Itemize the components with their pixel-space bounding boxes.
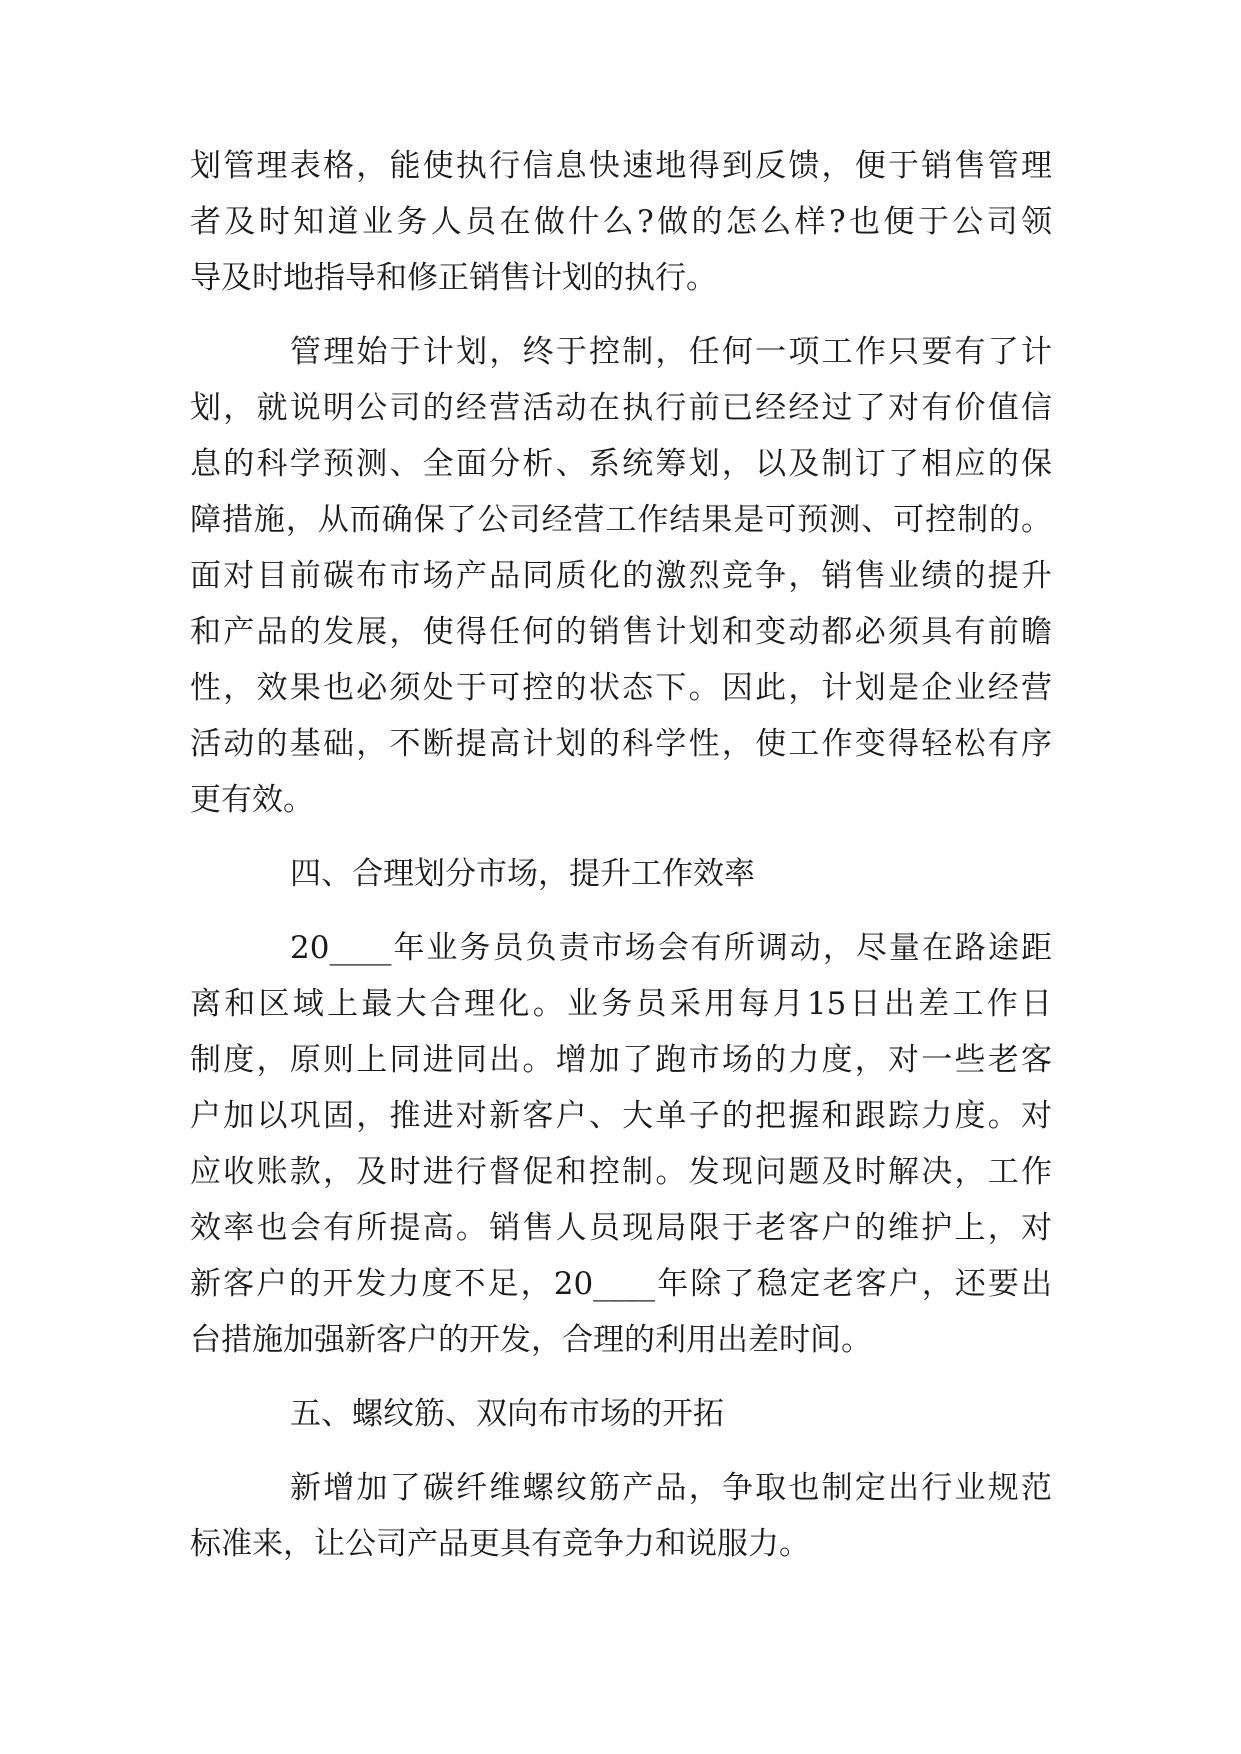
paragraph-first-line: 新增加了碳纤维螺纹筋产品，争取也制定出行业规范 (290, 1470, 1052, 1506)
text-line: 台措施加强新客户的开发，合理的利用出差时间。 (190, 1322, 872, 1358)
text-line: 更有效。 (190, 782, 314, 818)
text-line: 障措施，从而确保了公司经营工作结果是可预测、可控制的。 (190, 502, 1052, 538)
text-line: 者及时知道业务人员在做什么?做的怎么样?也便于公司领 (190, 204, 1052, 240)
text-line: 应收账款，及时进行督促和控制。发现问题及时解决，工作 (190, 1154, 1052, 1190)
text-line: 新客户的开发力度不足，20____年除了稳定老客户，还要出 (190, 1266, 1052, 1302)
section-heading: 五、螺纹筋、双向布市场的开拓 (290, 1396, 724, 1432)
text-line: 性，效果也必须处于可控的状态下。因此，计划是企业经营 (190, 670, 1052, 706)
paragraph-first-line: 管理始于计划，终于控制，任何一项工作只要有了计 (290, 334, 1052, 370)
text-line: 和产品的发展，使得任何的销售计划和变动都必须具有前瞻 (190, 614, 1052, 650)
text-line: 息的科学预测、全面分析、系统筹划，以及制订了相应的保 (190, 446, 1052, 482)
section-heading: 四、合理划分市场，提升工作效率 (290, 856, 755, 892)
text-line: 导及时地指导和修正销售计划的执行。 (190, 260, 717, 296)
text-line: 户加以巩固，推进对新客户、大单子的把握和跟踪力度。对 (190, 1098, 1052, 1134)
text-line: 标准来，让公司产品更具有竞争力和说服力。 (190, 1526, 810, 1562)
text-line: 制度，原则上同进同出。增加了跑市场的力度，对一些老客 (190, 1042, 1052, 1078)
text-line: 效率也会有所提高。销售人员现局限于老客户的维护上，对 (190, 1210, 1052, 1246)
paragraph-first-line: 20____年业务员负责市场会有所调动，尽量在路途距 (290, 930, 1052, 966)
text-line: 离和区域上最大合理化。业务员采用每月15日出差工作日 (190, 986, 1052, 1022)
text-line: 活动的基础，不断提高计划的科学性，使工作变得轻松有序 (190, 726, 1052, 762)
text-line: 划，就说明公司的经营活动在执行前已经经过了对有价值信 (190, 390, 1052, 426)
text-line: 划管理表格，能使执行信息快速地得到反馈，便于销售管理 (190, 148, 1052, 184)
text-line: 面对目前碳布市场产品同质化的激烈竞争，销售业绩的提升 (190, 558, 1052, 594)
